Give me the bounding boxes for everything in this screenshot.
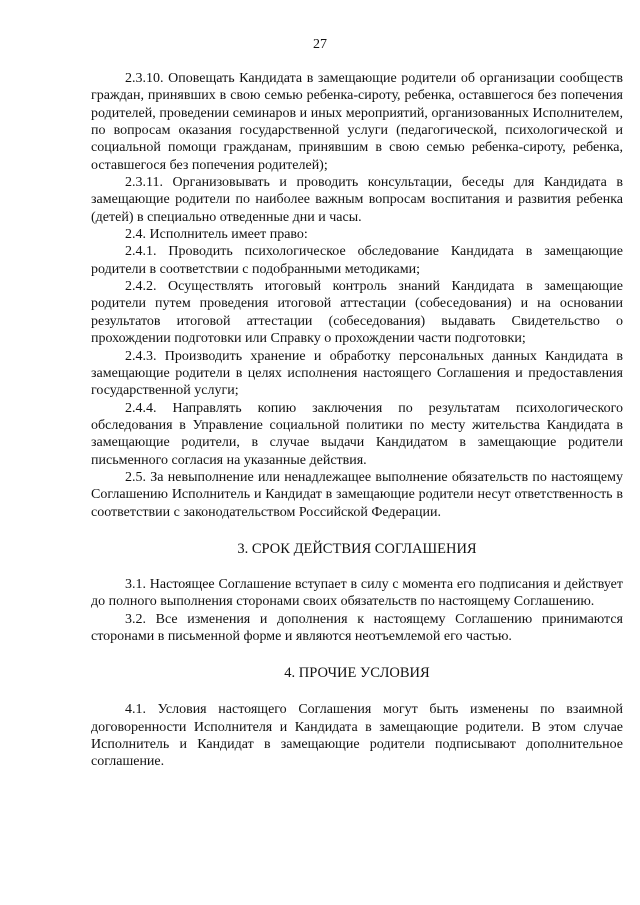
clause-3-1: 3.1. Настоящее Соглашение вступает в силу с момента его подписания и действует до полного выполнения сторонами своих обязательств по настоящему Соглашению.: [91, 576, 623, 610]
page-number: 27: [313, 37, 327, 52]
clause-2-4-1: 2.4.1. Проводить психологическое обследование Кандидата в замещающие родители в соответствии с подобранными методиками;: [91, 244, 623, 277]
clause-3-2: 3.2. Все изменения и дополнения к настоящему Соглашению принимаются сторонами в письменной форме и являются неотъемлемой его частью.: [91, 611, 623, 644]
clause-2-4-2: 2.4.2. Осуществлять итоговый контроль знаний Кандидата в замещающие родители путем проведения итоговой аттестации (собеседования) и на основании результатов итоговой аттестации (собеседования) выдавать Свидетельство о прохождении подготовки или Справку о прохождении части подготовки;: [91, 279, 623, 347]
clause-2-4-4: 2.4.4. Направлять копию заключения по результатам психологического обследования в Управление социальной политики по месту жительства Кандидата в замещающие родители, в случае выдачи Кандидатом в замещающие родители письменного согласия на указанные действия.: [91, 400, 623, 468]
document-body: [91, 70, 623, 771]
clause-2-3-10: 2.3.10. Оповещать Кандидата в замещающие родители об организации сообществ граждан, принявших в свою семью ребенка-сироту, ребенка, оставшегося без попечения родителей, проведении семинаров и иных мероприятий, организованных Исполнителем, по вопросам оказания государственной услуги (педагогической, психологической и социальной помощи гражданам, принявшим в свою семью ребенка-сироту, ребенка, оставшегося без попечения родителей);: [91, 71, 623, 173]
clause-2-4-3: 2.4.3. Производить хранение и обработку персональных данных Кандидата в замещающие родители в целях исполнения настоящего Соглашения и предоставления государственной услуги;: [91, 348, 623, 399]
clause-2-3-11: 2.3.11. Организовывать и проводить консультации, беседы для Кандидата в замещающие родители по наиболее важным вопросам воспитания и развития ребенка (детей) в специально отведенные дни и часы.: [91, 175, 623, 225]
clause-2-5: 2.5. За невыполнение или ненадлежащее выполнение обязательств по настоящему Соглашению Исполнитель и Кандидат в замещающие родители несут ответственность в соответствии с законодательством Российской Федерации.: [91, 469, 623, 520]
section-4-heading: 4. ПРОЧИЕ УСЛОВИЯ: [284, 665, 430, 682]
clause-4-1: 4.1. Условия настоящего Соглашения могут быть изменены по взаимной договоренности Исполнителя и Кандидата в замещающие родители. В этом случае Исполнитель и Кандидат в замещающие родители подписывают дополнительное соглашение.: [91, 702, 623, 770]
clause-2-4: 2.4. Исполнитель имеет право:: [125, 227, 308, 243]
section-3-heading: 3. СРОК ДЕЙСТВИЯ СОГЛАШЕНИЯ: [237, 540, 477, 557]
